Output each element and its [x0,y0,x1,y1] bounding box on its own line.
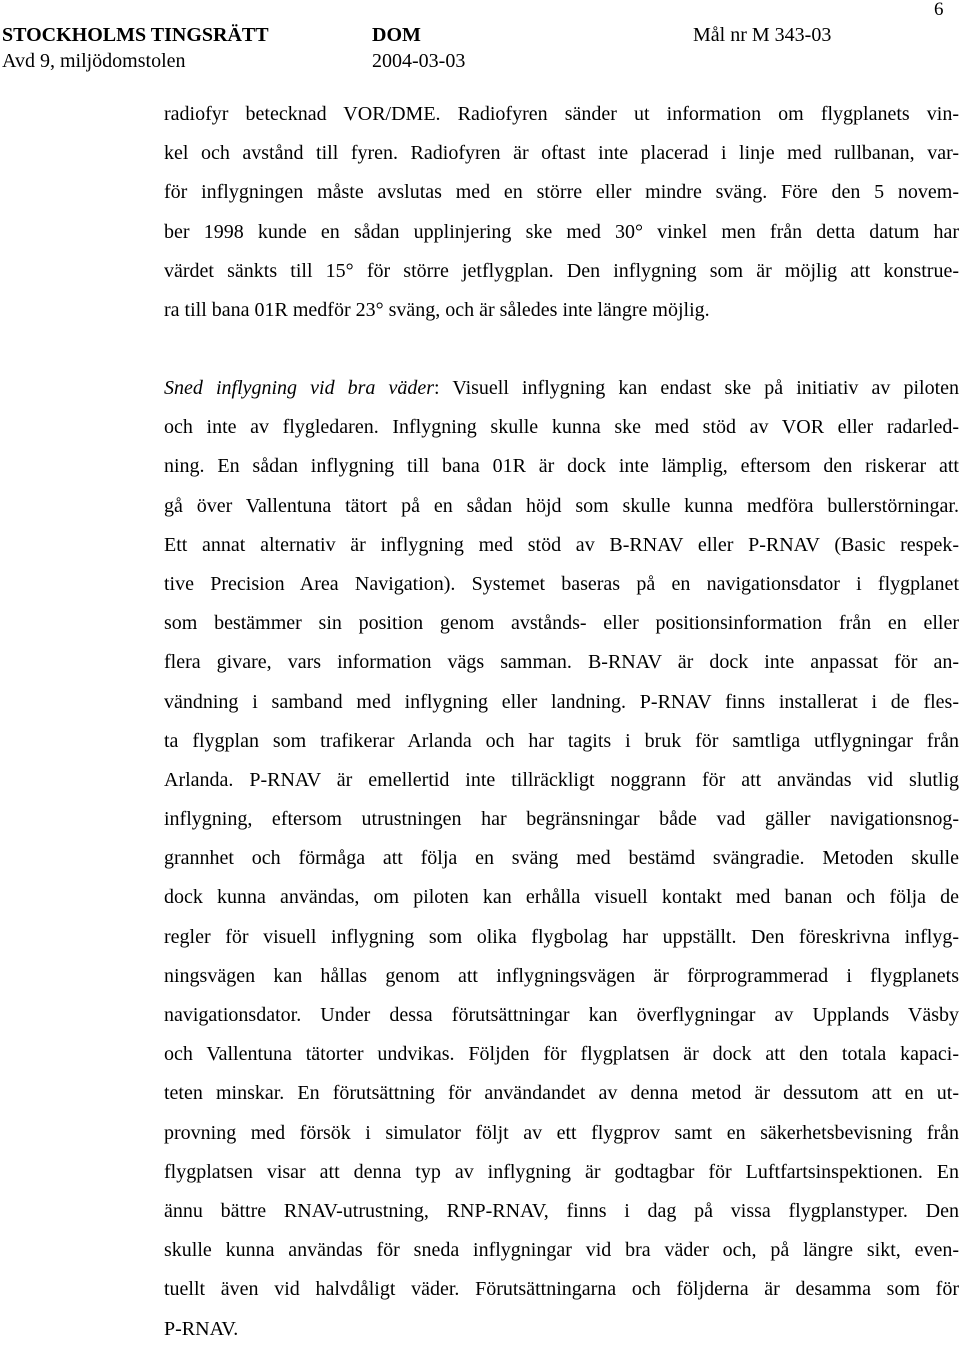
paragraph-line: flygplatsen visar att denna typ av inflygning är godtagbar för Luftfartsinspektionen. En [164,1160,959,1183]
paragraph-line: och inte av flygledaren. Inflygning skulle kunna ske med stöd av VOR eller radarled- [164,416,959,439]
paragraph-line: Arlanda. P-RNAV är emellertid inte tillräckligt noggrann för att användas vid slutlig [164,768,959,791]
paragraph-line: radiofyr betecknad VOR/DME. Radiofyren sänder ut information om flygplanets vin- [164,103,959,125]
paragraph-line: ber 1998 kunde en sådan upplinjering ske med 30° vinkel men från detta datum har [164,220,959,243]
paragraph-line: inflygning, eftersom utrustningen har begränsningar både vad gäller navigationsnog- [164,808,959,831]
document-header [0,22,960,74]
paragraph-line: ningsvägen kan hållas genom att inflygningsvägen är förprogrammerad i flygplanets [164,964,959,987]
paragraph-line: P-RNAV. [164,1317,239,1340]
document-type: DOM [372,24,421,46]
paragraph-first-line-text: : Visuell inflygning kan endast ske på initiativ av piloten [434,377,959,399]
paragraph-line: ta flygplan som trafikerar Arlanda och har tagits i bruk för samtliga utflygningar från [164,729,959,752]
paragraph-line: flera givare, vars information vägs samman. B-RNAV är dock inte anpassat för an- [164,651,959,674]
paragraph-line: kel och avstånd till fyren. Radiofyren är oftast inte placerad i linje med rullbanan, var- [164,142,959,165]
paragraph-line: tive Precision Area Navigation). Systemet baseras på en navigationsdator i flygplanet [164,572,959,595]
paragraph-line: för inflygningen måste avslutas med en större eller mindre sväng. Före den 5 novem- [164,181,959,204]
paragraph-line: navigationsdator. Under dessa förutsättningar kan överflygningar av Upplands Väsby [164,1004,959,1026]
paragraph-line: grannhet och förmåga att följa en sväng med bestämd svängradie. Metoden skulle [164,847,959,870]
paragraph-line: skulle kunna användas för sneda inflygningar vid bra väder och, på längre sikt, even- [164,1239,959,1262]
paragraph-1 [164,95,959,330]
case-number: Mål nr M 343-03 [693,24,832,46]
paragraph-line: provning med försök i simulator följt av ett flygprov samt en säkerhetsbevisning från [164,1121,959,1144]
paragraph-line: ning. En sådan inflygning till bana 01R är dock inte lämplig, eftersom den riskerar att [164,455,959,478]
paragraph-heading: Sned inflygning vid bra väder [164,377,435,399]
paragraph-line: regler för visuell inflygning som olika flygbolag har uppställt. Den föreskrivna inflyg- [164,925,959,948]
paragraph-line: dock kunna användas, om piloten kan erhålla visuell kontakt med banan och följa de [164,886,959,909]
paragraph-line: gå över Vallentuna tätort på en sådan höjd som skulle kunna medföra bullerstörningar. [164,494,959,517]
court-name: STOCKHOLMS TINGSRÄTT [2,24,269,46]
paragraph-line: ännu bättre RNAV-utrustning, RNP-RNAV, finns i dag på vissa flygplanstyper. Den [164,1199,959,1222]
document-date: 2004-03-03 [372,50,466,72]
court-department: Avd 9, miljödomstolen [2,50,186,72]
paragraph-line: ra till bana 01R medför 23° sväng, och är således inte längre möjlig. [164,298,710,321]
paragraph-2 [164,369,959,1349]
paragraph-line: värdet sänkts till 15° för större jetflygplan. Den inflygning som är möjlig att konstrue- [164,259,959,282]
header-row-2 [0,48,960,74]
paragraph-line: tuellt även vid halvdåligt väder. Förutsättningarna och följderna är desamma som för [164,1278,959,1301]
header-row-1 [0,22,960,48]
page-number: 6 [934,0,944,20]
paragraph-line: Ett annat alternativ är inflygning med stöd av B-RNAV eller P-RNAV (Basic respek- [164,533,959,556]
paragraph-line: som bestämmer sin position genom avstånds- eller positionsinformation från en eller [164,612,959,635]
paragraph-line: teten minskar. En förutsättning för användandet av denna metod är dessutom att en ut- [164,1082,959,1105]
paragraph-line: vändning i samband med inflygning eller landning. P-RNAV finns installerat i de fles- [164,690,959,713]
paragraph-first-line [164,369,959,408]
paragraph-line: och Vallentuna tätorter undvikas. Följden för flygplatsen är dock att den totala kapaci- [164,1043,959,1066]
